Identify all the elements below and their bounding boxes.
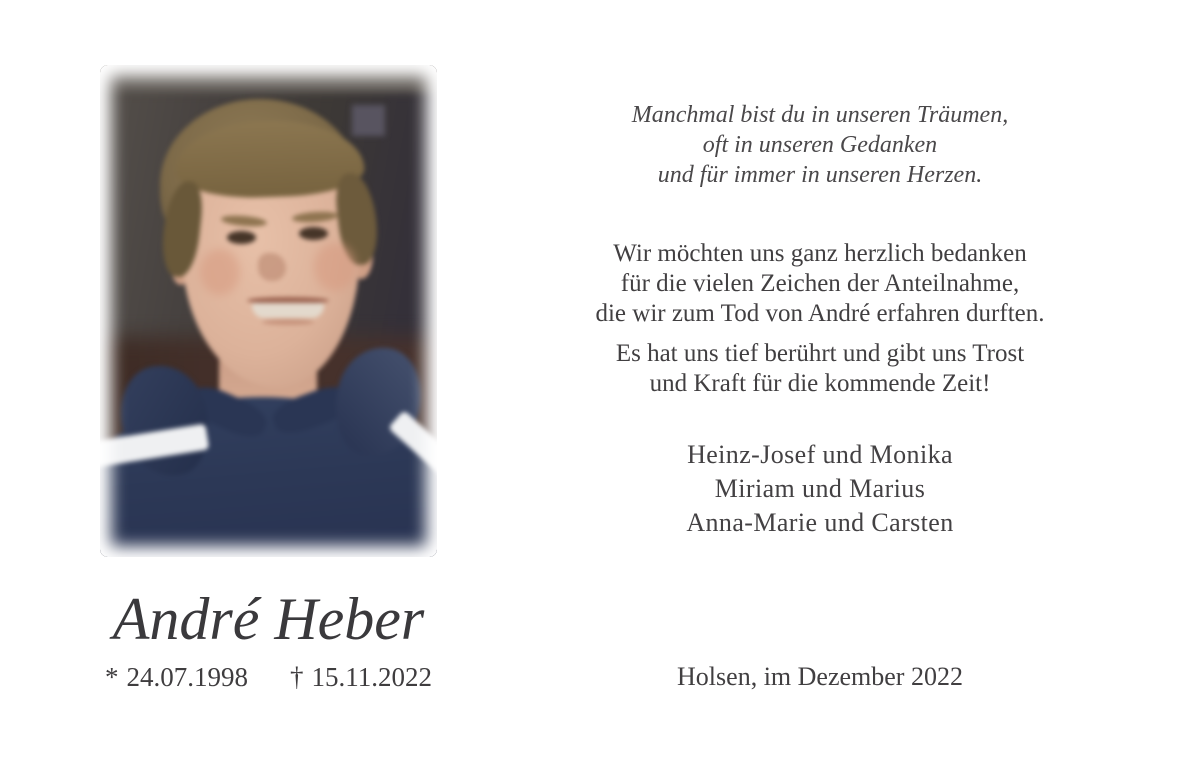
death-cross-symbol: † bbox=[290, 662, 304, 692]
family-names bbox=[480, 438, 1160, 540]
thanks-line-1: Wir möchten uns ganz herzlich bedanken bbox=[613, 240, 1027, 267]
portrait-photo bbox=[100, 65, 437, 557]
comfort-line-1: Es hat uns tief berührt und gibt uns Trost bbox=[615, 340, 1025, 367]
portrait-smile bbox=[252, 303, 324, 318]
place-date: Holsen, im Dezember 2022 bbox=[677, 662, 963, 691]
portrait-lower-lip bbox=[262, 319, 314, 325]
birth-date-value: 24.07.1998 bbox=[126, 662, 248, 692]
birth-date bbox=[105, 659, 248, 695]
birth-star-symbol: * bbox=[105, 662, 119, 692]
person-name: André Heber bbox=[112, 586, 425, 652]
family-line-1: Heinz-Josef und Monika bbox=[687, 440, 953, 469]
portrait-cheek-left bbox=[200, 249, 240, 295]
family-line-3: Anna-Marie und Carsten bbox=[686, 508, 954, 537]
verse-line-1: Manchmal bist du in unseren Träumen, bbox=[631, 102, 1009, 128]
thanks-line-3: die wir zum Tod von André erfahren durften. bbox=[595, 300, 1045, 327]
portrait-eye-right bbox=[299, 227, 328, 240]
thanks-line-2: für die vielen Zeichen der Anteilnahme, bbox=[620, 270, 1020, 297]
portrait-person bbox=[100, 65, 437, 557]
verse-line-2: oft in unseren Gedanken bbox=[702, 132, 938, 158]
portrait-eye-left bbox=[227, 231, 256, 244]
portrait-nose bbox=[258, 253, 286, 281]
death-date-value: 15.11.2022 bbox=[311, 662, 432, 692]
portrait-cheek-right bbox=[314, 243, 356, 291]
thanks-message bbox=[480, 239, 1160, 329]
verse-line-3: und für immer in unseren Herzen. bbox=[657, 162, 983, 188]
life-dates bbox=[100, 659, 437, 695]
comfort-line-2: und Kraft für die kommende Zeit! bbox=[649, 370, 991, 397]
death-date bbox=[290, 659, 432, 695]
memorial-verse bbox=[480, 100, 1160, 190]
comfort-message bbox=[480, 339, 1160, 399]
family-line-2: Miriam und Marius bbox=[714, 474, 926, 503]
